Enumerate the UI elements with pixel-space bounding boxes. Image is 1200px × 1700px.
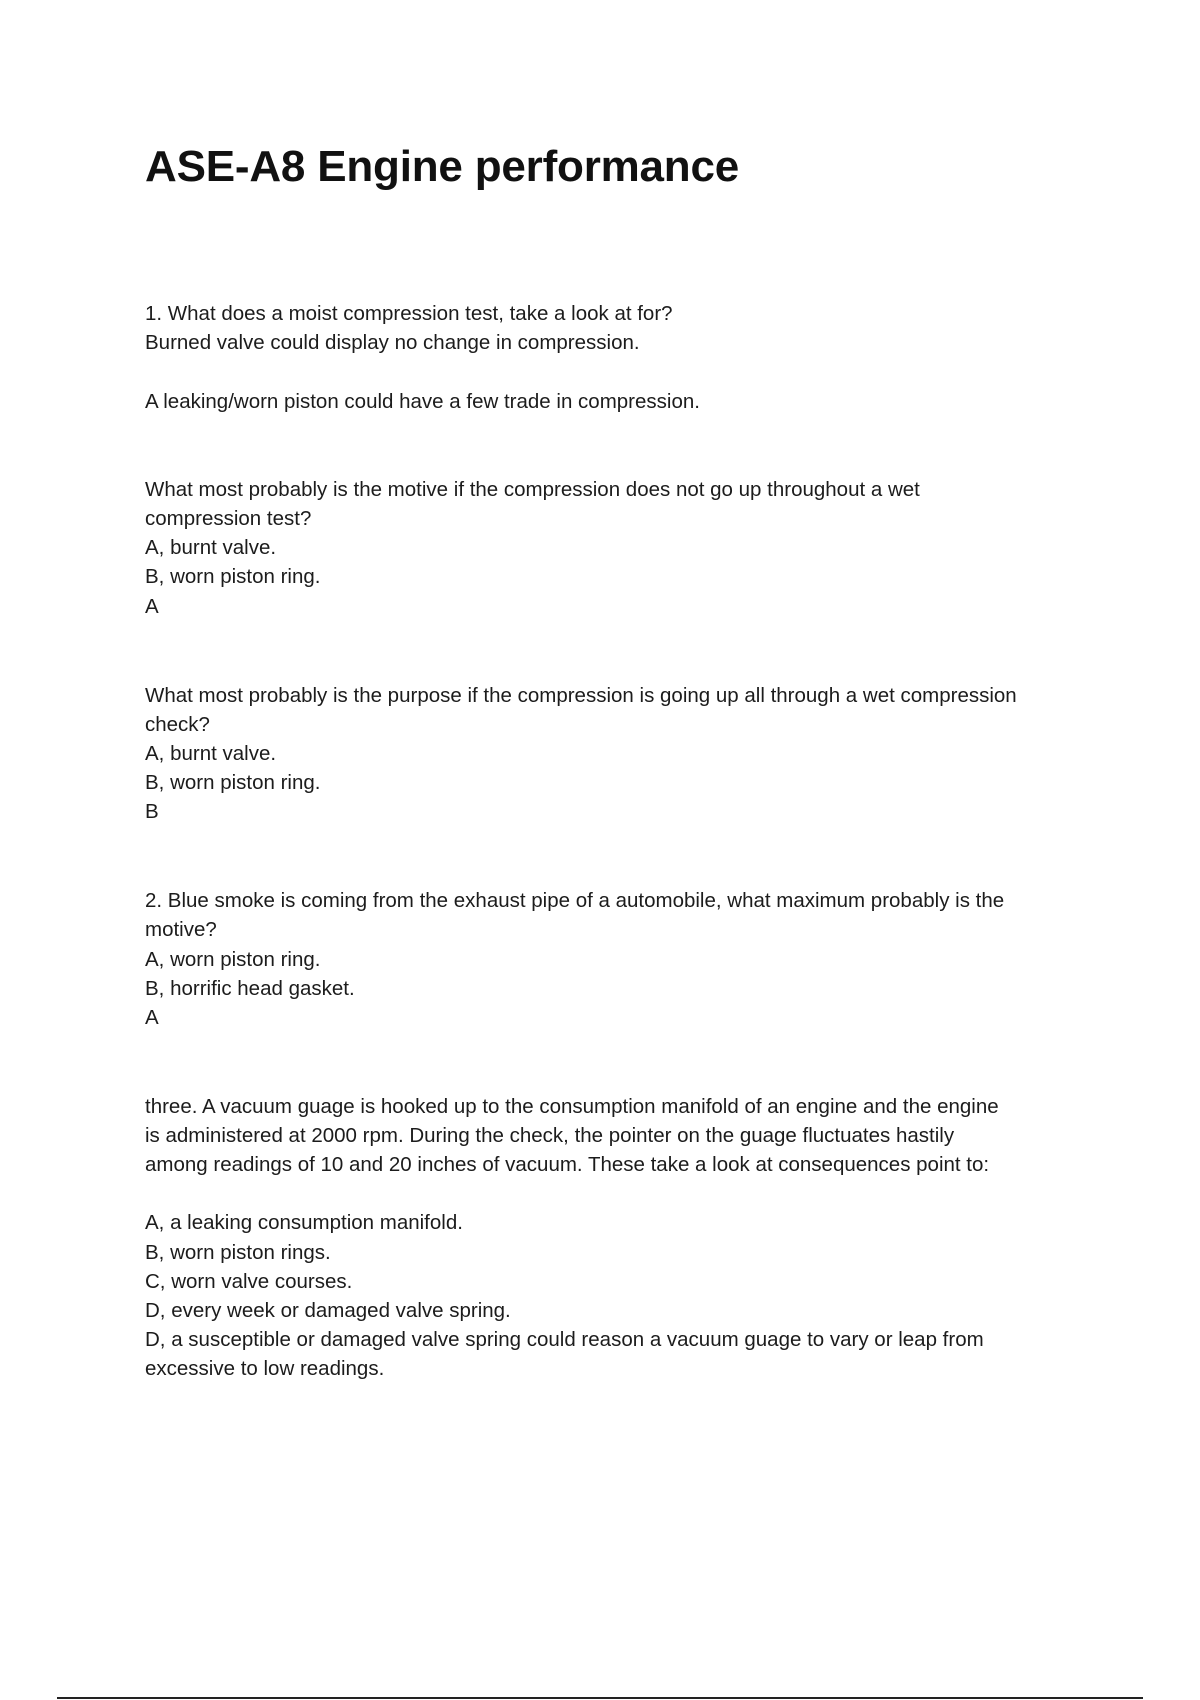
question-2-text: 2. Blue smoke is coming from the exhaust pipe of a automobile, what maximum probably is the — [145, 889, 1005, 912]
option-line: B, horrific head gasket. — [145, 977, 355, 1000]
answer-line: A leaking/worn piston could have a few trade in compression. — [145, 390, 700, 413]
question-1-text: 1. What does a moist compression test, take a look at for? — [145, 302, 673, 325]
answer-line: Burned valve could display no change in compression. — [145, 331, 640, 354]
question-text: among readings of 10 and 20 inches of vacuum. These take a look at consequences point to: — [145, 1153, 990, 1176]
question-text: motive? — [145, 918, 217, 941]
option-line: A, burnt valve. — [145, 536, 277, 559]
answer-key: D, a susceptible or damaged valve spring could reason a vacuum guage to vary or leap from — [145, 1328, 984, 1351]
answer-key: A — [145, 595, 159, 618]
answer-key: A — [145, 1006, 159, 1029]
question-text: compression test? — [145, 507, 312, 530]
option-line: D, every week or damaged valve spring. — [145, 1299, 511, 1322]
option-line: B, worn piston rings. — [145, 1241, 331, 1264]
option-line: B, worn piston ring. — [145, 565, 321, 588]
answer-key: B — [145, 800, 159, 823]
footer-divider — [57, 1697, 1143, 1699]
option-line: B, worn piston ring. — [145, 771, 321, 794]
question-3-text: three. A vacuum guage is hooked up to the consumption manifold of an engine and the engine — [145, 1095, 999, 1118]
answer-key: excessive to low readings. — [145, 1357, 385, 1380]
question-text: check? — [145, 713, 210, 736]
option-line: A, worn piston ring. — [145, 948, 321, 971]
option-line: C, worn valve courses. — [145, 1270, 353, 1293]
question-text: What most probably is the motive if the compression does not go up throughout a wet — [145, 478, 920, 501]
question-text: is administered at 2000 rpm. During the check, the pointer on the guage fluctuates hastily — [145, 1124, 955, 1147]
document-title: ASE-A8 Engine performance — [145, 142, 740, 191]
option-line: A, a leaking consumption manifold. — [145, 1211, 463, 1234]
question-text: What most probably is the purpose if the compression is going up all through a wet compression — [145, 684, 1017, 707]
option-line: A, burnt valve. — [145, 742, 277, 765]
